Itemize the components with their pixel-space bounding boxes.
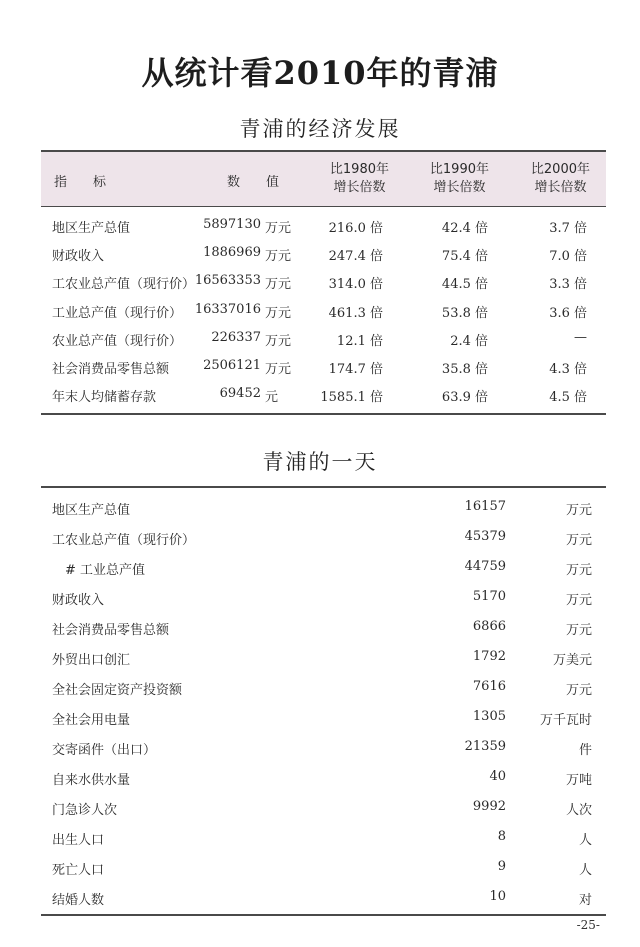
row-value: 16563353 [194,273,261,289]
row-growth-2000: 3.7 倍 [549,221,587,236]
day-section-title: 青浦的一天 [262,450,378,474]
row-label: 死亡人口 [52,863,105,878]
row-label: 结婚人数 [52,893,105,908]
table-row [41,698,606,728]
row-label: 社会消费品零售总额 [52,361,170,377]
economy-table [41,150,606,415]
table-row [41,668,606,698]
header-r1980 [330,161,389,197]
row-unit: 万元 [565,503,592,518]
row-unit: 万元 [265,333,292,349]
table-row [41,728,606,758]
header-r1980-line1: 比1980年 [329,162,389,177]
row-growth-1990: 53.8 倍 [441,305,488,321]
row-unit: 人 [578,863,592,878]
row-unit: 对 [578,893,592,908]
row-unit: 万元 [265,221,292,236]
table-row [41,848,606,878]
row-growth-1980: 247.4 倍 [328,249,383,265]
row-unit: 人次 [565,803,592,818]
table-row [41,295,606,323]
table-row [41,818,606,848]
row-unit: 万吨 [565,773,592,788]
row-label: 财政收入 [52,593,105,608]
row-label: 全社会用电量 [52,713,131,728]
row-unit: 件 [578,743,592,758]
header-r2000-line2: 增长倍数 [534,180,587,195]
table-row [41,518,606,548]
row-label: 工业总产值（现行价） [52,305,183,321]
row-label: # 工业总产值 [65,563,146,578]
economy-table-body [41,207,606,415]
row-unit: 万元 [265,361,292,377]
page-title: 从统计看2010年的青浦 [141,54,499,92]
table-row [41,548,606,578]
row-growth-1980: 1585.1 倍 [320,390,383,406]
row-unit: 万元 [265,277,292,293]
table-row [41,608,606,638]
row-growth-1980: 174.7 倍 [328,361,383,377]
row-growth-2000: — [574,329,587,345]
row-value: 10 [489,889,506,904]
row-value: 1305 [472,709,506,724]
page-number: -25- [576,918,600,932]
row-value: 2506121 [203,357,261,373]
row-growth-1990: 35.8 倍 [441,361,488,377]
row-growth-2000: 3.3 倍 [549,277,587,293]
row-label: 门急诊人次 [52,803,118,818]
row-label: 外贸出口创汇 [52,653,131,668]
table-row [41,488,606,518]
row-growth-2000: 3.6 倍 [549,305,587,321]
header-indicator: 指 标 [54,175,107,190]
table-row [41,379,606,407]
row-label: 年末人均储蓄存款 [52,390,157,406]
row-growth-2000: 4.3 倍 [549,361,587,377]
row-unit: 万元 [565,623,592,638]
row-growth-1990: 42.4 倍 [441,221,488,236]
header-r1980-line2: 增长倍数 [333,180,386,195]
economy-table-header [41,150,606,207]
header-value: 数 值 [227,175,280,190]
row-unit: 万元 [265,249,292,265]
row-unit: 万元 [265,305,292,321]
row-value: 21359 [464,739,506,754]
row-unit: 元 [265,390,279,406]
table-row [41,323,606,351]
header-r1990 [430,161,489,197]
row-value: 69452 [219,386,261,402]
table-row [41,758,606,788]
row-value: 16337016 [194,301,261,317]
table-row [41,578,606,608]
row-value: 40 [489,769,506,784]
table-row [41,878,606,908]
row-value: 6866 [472,619,506,634]
row-label: 工农业总产值（现行价） [52,533,196,548]
row-unit: 万美元 [552,653,592,668]
row-value: 5897130 [203,217,261,232]
day-table-body [41,488,606,916]
row-value: 45379 [464,529,506,544]
row-label: 全社会固定资产投资额 [52,683,183,698]
row-growth-2000: 7.0 倍 [549,249,587,265]
row-value: 7616 [472,679,506,694]
row-value: 1792 [472,649,506,664]
row-value: 44759 [464,559,506,574]
row-value: 9 [497,859,506,874]
row-label: 地区生产总值 [52,221,131,236]
row-label: 地区生产总值 [52,503,131,518]
row-label: 社会消费品零售总额 [52,623,170,638]
row-label: 交寄函件（出口） [52,743,157,758]
row-unit: 万元 [565,683,592,698]
row-unit: 万千瓦时 [539,713,592,728]
row-unit: 万元 [565,593,592,608]
row-value: 5170 [472,589,506,604]
row-value: 8 [497,829,506,844]
table-row [41,238,606,266]
table-row [41,788,606,818]
header-r1990-line1: 比1990年 [429,162,489,177]
table-row [41,210,606,238]
row-growth-2000: 4.5 倍 [549,390,587,406]
row-value: 1886969 [203,245,261,261]
row-growth-1980: 216.0 倍 [328,221,383,236]
row-value: 226337 [211,329,261,345]
table-row [41,266,606,294]
row-value: 16157 [464,499,506,514]
row-label: 出生人口 [52,833,105,848]
header-r1990-line2: 增长倍数 [433,180,486,195]
row-unit: 万元 [565,533,592,548]
row-growth-1980: 461.3 倍 [328,305,383,321]
row-growth-1990: 63.9 倍 [441,390,488,406]
row-unit: 万元 [565,563,592,578]
header-r2000 [531,161,590,197]
row-growth-1980: 314.0 倍 [328,277,383,293]
row-growth-1990: 44.5 倍 [441,277,488,293]
row-growth-1990: 2.4 倍 [450,333,488,349]
header-r2000-line1: 比2000年 [530,162,590,177]
row-label: 自来水供水量 [52,773,131,788]
day-table [41,486,606,916]
row-growth-1990: 75.4 倍 [441,249,488,265]
row-value: 9992 [472,799,506,814]
row-growth-1980: 12.1 倍 [336,333,383,349]
row-unit: 人 [578,833,592,848]
row-label: 农业总产值（现行价） [52,333,183,349]
row-label: 财政收入 [52,249,105,265]
table-row [41,351,606,379]
row-label: 工农业总产值（现行价） [52,277,196,293]
economy-section-title: 青浦的经济发展 [239,117,401,141]
table-row [41,638,606,668]
